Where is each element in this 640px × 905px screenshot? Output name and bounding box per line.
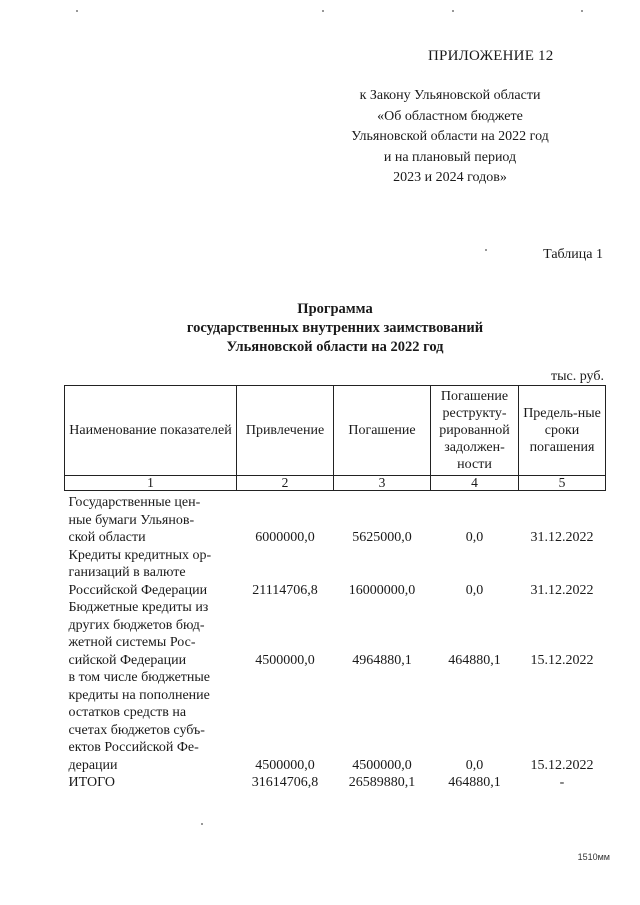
- row-name: [65, 669, 237, 774]
- row-restructured: 0,0: [465, 757, 484, 773]
- scan-speck: [581, 10, 583, 12]
- row-restructured: 0,0: [465, 530, 484, 545]
- scan-speck: [76, 10, 78, 12]
- appendix-title: ПРИЛОЖЕНИЕ 12: [428, 48, 554, 64]
- table-header-row: [65, 386, 606, 476]
- row-name: [65, 774, 237, 792]
- table-row: [65, 491, 606, 547]
- row-attraction: 21114706,8: [252, 582, 318, 598]
- row-repayment: 5625000,0: [352, 530, 412, 545]
- table-number: Таблица 1: [543, 247, 603, 262]
- row-name-line: ные бумаги Ульянов-: [68, 512, 195, 528]
- row-name-line: Бюджетные кредиты из: [68, 600, 209, 615]
- column-number-row: [65, 476, 606, 491]
- row-name-line: остатков средств на: [68, 705, 187, 720]
- row-name-line: счетах бюджетов субъ-: [68, 722, 205, 738]
- scan-speck: [322, 10, 324, 12]
- row-name-line: других бюджетов бюд-: [68, 617, 205, 633]
- scan-speck: [485, 249, 487, 251]
- column-number: 5: [519, 476, 606, 491]
- row-repayment: 26589880,1: [348, 775, 416, 790]
- law-reference: [300, 86, 600, 189]
- scan-speck: [201, 823, 203, 825]
- row-restructured: 464880,1: [448, 652, 501, 668]
- row-deadline: 31.12.2022: [530, 530, 594, 545]
- program-title-line: Ульяновской области на 2022 год: [226, 339, 444, 355]
- row-restructured: 0,0: [465, 582, 484, 598]
- law-reference-line: «Об областном бюджете: [377, 108, 523, 124]
- row-repayment: 16000000,0: [348, 582, 416, 598]
- row-name-line: Российской Федерации: [68, 582, 208, 598]
- row-restructured: 464880,1: [448, 775, 501, 790]
- column-number: 1: [65, 476, 237, 491]
- law-reference-line: Ульяновской области на 2022 год: [351, 129, 549, 144]
- header-repayment-text: Погашение: [348, 423, 416, 438]
- table-row: [65, 547, 606, 600]
- law-reference-line: 2023 и 2024 годов»: [393, 170, 507, 185]
- row-name: [65, 599, 237, 669]
- row-attraction: 4500000,0: [255, 652, 315, 668]
- header-deadline-text: Предель-ные сроки погашения: [523, 406, 601, 455]
- units-label: тыс. руб.: [551, 369, 604, 384]
- header-name-text: Наименование показателей: [69, 423, 232, 438]
- row-deadline: 31.12.2022: [530, 582, 594, 598]
- program-title: [120, 300, 550, 357]
- row-attraction: 4500000,0: [255, 757, 315, 773]
- header-name: [65, 386, 237, 476]
- row-attraction: 31614706,8: [251, 775, 319, 790]
- header-restructured: [431, 386, 519, 476]
- row-name-line: ектов Российской Фе-: [68, 740, 199, 755]
- row-name: [65, 491, 237, 547]
- column-number: 2: [237, 476, 334, 491]
- row-name-line: дерации: [68, 757, 118, 773]
- row-repayment: 4500000,0: [352, 757, 412, 773]
- table-row-total: [65, 774, 606, 792]
- header-repayment: [334, 386, 431, 476]
- row-deadline: 15.12.2022: [530, 652, 594, 668]
- header-attraction: [237, 386, 334, 476]
- page-code: 1510мм: [577, 852, 610, 862]
- row-name-line: жетной системы Рос-: [68, 635, 196, 650]
- row-repayment: 4964880,1: [352, 652, 412, 668]
- row-deadline: 15.12.2022: [530, 757, 594, 773]
- header-restructured-text: Погашение реструкту-рированной задолжен-ности: [439, 389, 510, 472]
- law-reference-line: к Закону Ульяновской области: [359, 88, 541, 103]
- row-deadline: -: [559, 775, 565, 790]
- law-reference-line: и на плановый период: [383, 149, 517, 165]
- program-title-line: Программа: [297, 301, 373, 317]
- row-name-line: Государственные цен-: [68, 495, 201, 510]
- row-attraction: 6000000,0: [255, 530, 315, 545]
- row-name-line: ской области: [68, 530, 146, 545]
- column-number: 4: [431, 476, 519, 491]
- column-number: 3: [334, 476, 431, 491]
- table-row: [65, 599, 606, 669]
- row-name: [65, 547, 237, 600]
- row-name-line: ганизаций в валюте: [68, 565, 186, 580]
- header-attraction-text: Привлечение: [245, 423, 325, 438]
- header-deadline: [519, 386, 606, 476]
- borrowing-program-table: [64, 385, 606, 792]
- scan-speck: [452, 10, 454, 12]
- row-name-line: в том числе бюджетные: [68, 670, 211, 685]
- row-name-line: сийской Федерации: [68, 652, 187, 668]
- row-name-line: кредиты на пополнение: [68, 687, 210, 703]
- row-name-line: Кредиты кредитных ор-: [68, 547, 212, 563]
- row-name-line: ИТОГО: [68, 775, 115, 790]
- program-title-line: государственных внутренних заимствований: [186, 320, 484, 336]
- table-row: [65, 669, 606, 774]
